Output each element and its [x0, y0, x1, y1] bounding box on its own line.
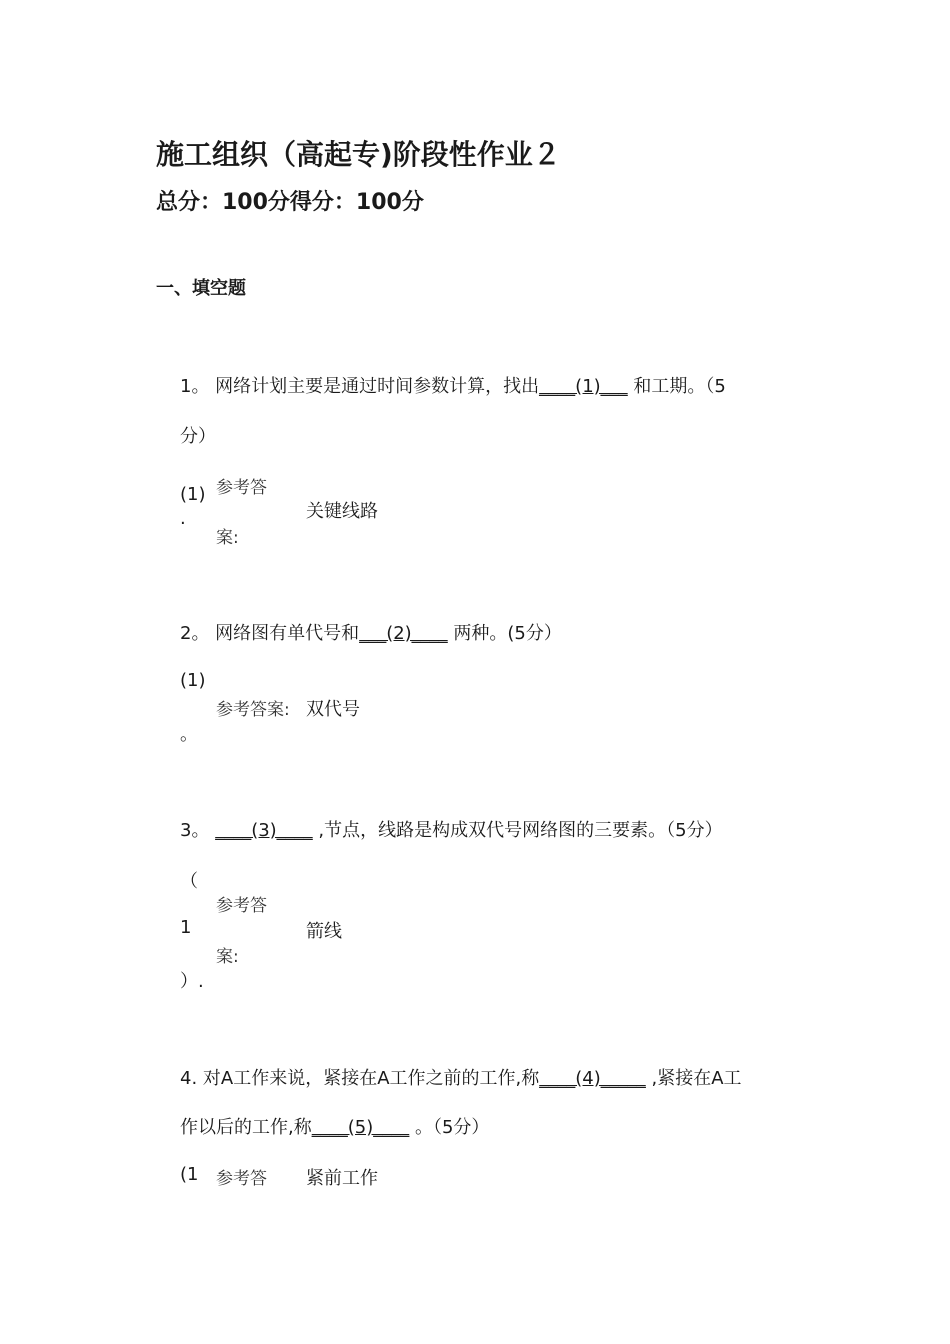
answer-4-index: (1	[180, 1164, 199, 1185]
question-4-blank-5: ____(5)____	[311, 1117, 410, 1138]
question-2-blank: ___(2)____	[359, 623, 448, 644]
question-4-text-a: 4. 对A工作来说，紧接在A工作之前的工作,称	[180, 1068, 540, 1089]
question-4-line-2	[180, 1113, 489, 1139]
answer-1-label-a: 参考答	[216, 478, 267, 498]
answer-3-label-a: 参考答	[216, 896, 267, 916]
answer-4-label-a: 参考答	[216, 1169, 267, 1189]
question-1-text-b: 和工期。（5	[627, 376, 726, 397]
answer-1-label-b: 案:	[216, 528, 239, 548]
question-2-text-a: 2。 网络图有单代号和	[180, 623, 360, 644]
score-line: 总分：100分得分：100分	[156, 190, 424, 215]
question-3-text-b: ,节点，线路是构成双代号网络图的三要素。（5分）	[312, 820, 723, 841]
question-4-text-b: ,紧接在A工	[645, 1068, 742, 1089]
answer-3-index-num: 1	[180, 917, 192, 938]
answer-3-index-open: （	[180, 871, 198, 892]
question-4-blank-4: ____(4)_____	[539, 1068, 646, 1089]
question-1-text-a: 1。 网络计划主要是通过时间参数计算，找出	[180, 376, 540, 397]
question-1-blank: ____(1)___	[539, 376, 628, 397]
answer-2-label: 参考答案:	[216, 700, 290, 720]
question-3-line	[180, 816, 723, 842]
answer-2-index-dot: 。	[180, 724, 198, 745]
page-title: 施工组织（高起专)阶段性作业２	[156, 138, 561, 171]
question-4-line-1	[180, 1064, 742, 1090]
answer-3-index-close: ）.	[180, 971, 204, 992]
section-heading: 一、填空题	[156, 278, 246, 299]
question-4-text-d: 。（5分）	[409, 1117, 490, 1138]
answer-1-index-dot: .	[180, 508, 186, 529]
question-1-line-1	[180, 372, 726, 398]
question-1-line-2: 分）	[180, 426, 216, 447]
answer-1-index: (1)	[180, 484, 206, 505]
question-2-text-b: 两种。(5分）	[447, 623, 562, 644]
question-3-prefix: 3。	[180, 820, 210, 841]
question-3-blank: ____(3)____	[215, 820, 313, 841]
answer-2-index: (1)	[180, 670, 206, 691]
answer-3-value: 箭线	[306, 921, 342, 942]
answer-1-value: 关键线路	[306, 501, 378, 522]
question-2-line	[180, 619, 562, 645]
answer-4-value: 紧前工作	[306, 1168, 378, 1189]
answer-2-value: 双代号	[306, 699, 360, 720]
question-4-text-c: 作以后的工作,称	[180, 1117, 312, 1138]
answer-3-label-b: 案:	[216, 947, 239, 967]
